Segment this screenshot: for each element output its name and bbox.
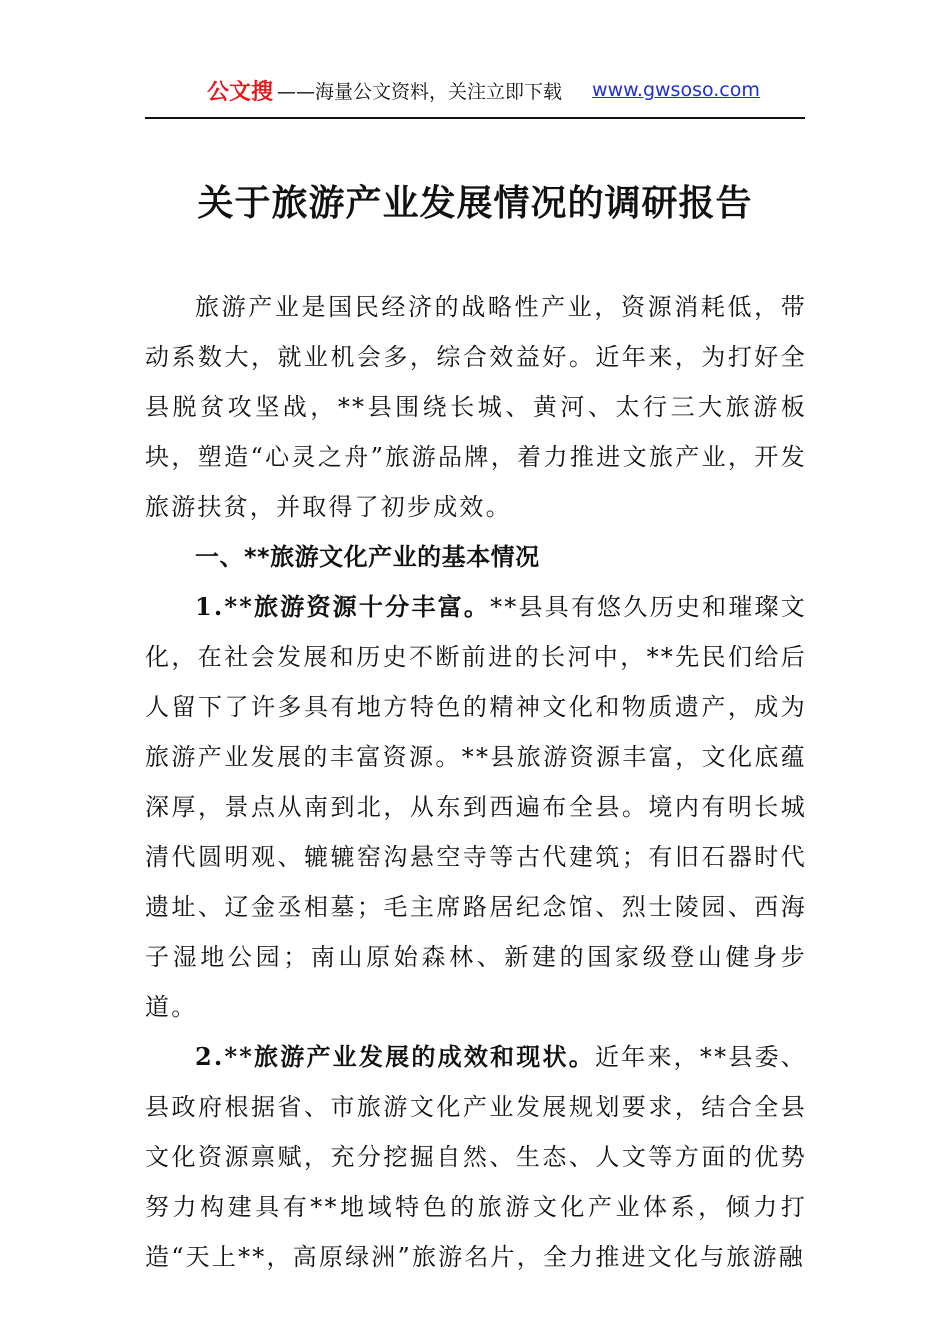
- document-title: 关于旅游产业发展情况的调研报告: [197, 183, 753, 224]
- header-divider: [145, 117, 805, 119]
- item-1-paragraph: [145, 582, 807, 1032]
- section-heading-1: 一、**旅游文化产业的基本情况: [195, 543, 540, 571]
- item-1-lead: 1.**旅游资源十分丰富。: [195, 592, 491, 621]
- document-body: [145, 282, 807, 1282]
- page-header: [145, 72, 805, 108]
- item-2-body: 近年来，**县委、县政府根据省、市旅游文化产业发展规划要求，结合全县文化资源禀赋，充分挖掘自然、生态、人文等方面的优势努力构建具有**地域特色的旅游文化产业体系，倾力打造“天上**，高原绿洲”旅游名片，全力推进文化与旅游融: [145, 1043, 807, 1271]
- header-tagline: ——海量公文资料，关注立即下载: [277, 80, 563, 103]
- brand-logo-text: 公文搜: [207, 79, 274, 105]
- website-link[interactable]: www.gwsoso.com: [592, 79, 760, 101]
- item-2-paragraph: [145, 1032, 807, 1282]
- intro-paragraph: 旅游产业是国民经济的战略性产业，资源消耗低，带动系数大，就业机会多，综合效益好。近年来，为打好全县脱贫攻坚战，**县围绕长城、黄河、太行三大旅游板块，塑造“心灵之舟”旅游品牌，着力推进文旅产业，开发旅游扶贫，并取得了初步成效。: [145, 293, 807, 521]
- item-1-body: **县具有悠久历史和璀璨文化，在社会发展和历史不断前进的长河中，**先民们给后人留下了许多具有地方特色的精神文化和物质遗产，成为旅游产业发展的丰富资源。**县旅游资源丰富，文化底蕴深厚，景点从南到北，从东到西遍布全县。境内有明长城清代圆明观、辘辘窑沟悬空寺等古代建筑；有旧石器时代遗址、辽金丞相墓；毛主席路居纪念馆、烈士陵园、西海子湿地公园；南山原始森林、新建的国家级登山健身步道。: [145, 593, 807, 1021]
- item-2-lead: 2.**旅游产业发展的成效和现状。: [195, 1042, 595, 1071]
